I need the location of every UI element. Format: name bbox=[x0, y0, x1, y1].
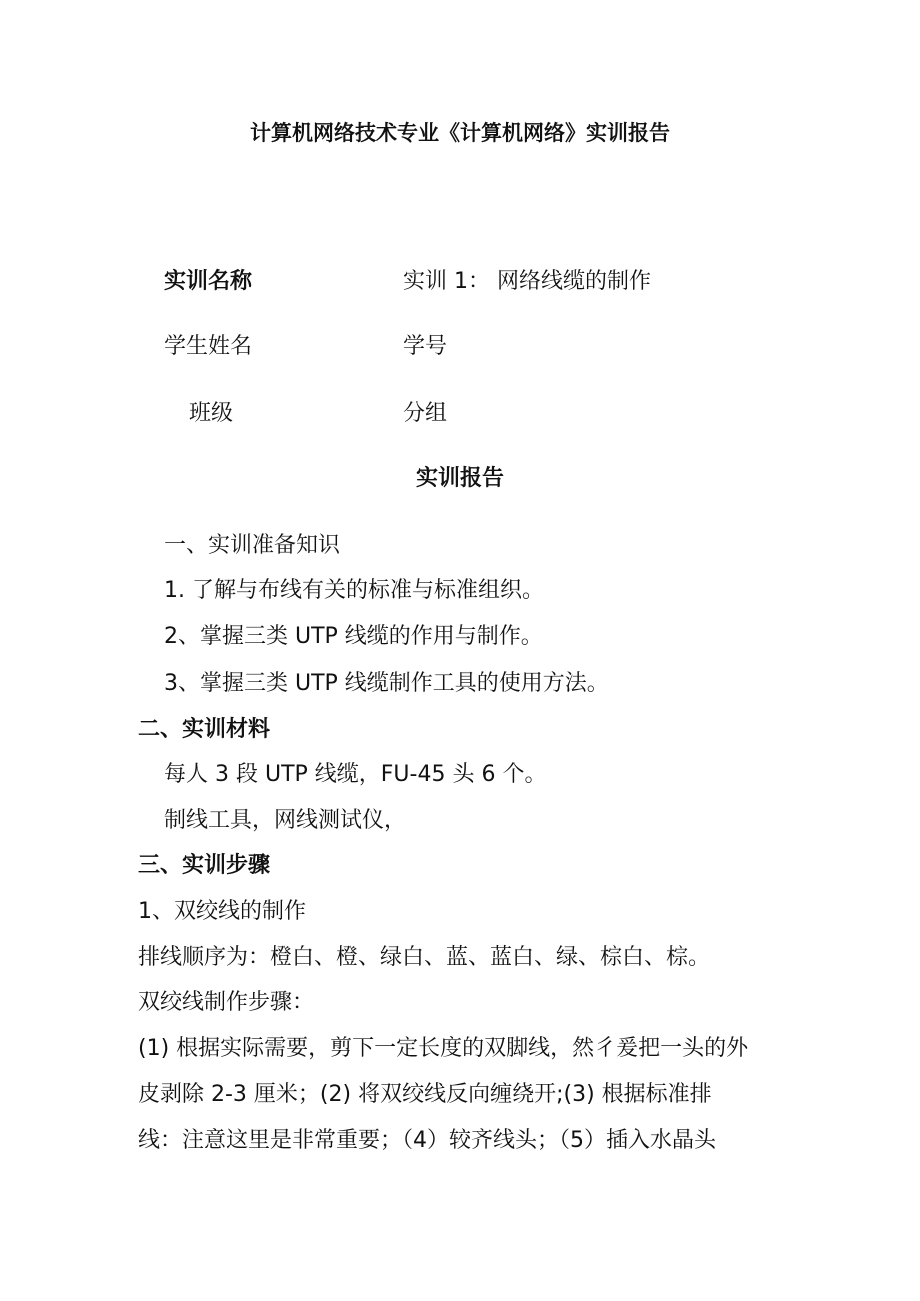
report-heading: 实训报告 bbox=[415, 466, 504, 491]
section2-line: 制线工具，网线测试仪， bbox=[164, 808, 407, 833]
section2-line: 每人 3 段 UTP 线缆，FU-45 头 6 个。 bbox=[164, 762, 547, 787]
section1-item: 2、掌握三类 UTP 线缆的作用与制作。 bbox=[164, 624, 543, 649]
steps-paragraph-line: 皮剥除 2-3 厘米；(2) 将双绞线反向缠绕开;(3) 根据标准排 bbox=[138, 1082, 712, 1107]
training-name-label: 实训名称 bbox=[164, 269, 253, 294]
student-name-label: 学生姓名 bbox=[164, 334, 253, 359]
section3-heading: 三、实训步骤 bbox=[138, 853, 271, 878]
steps-title: 双绞线制作步骤： bbox=[138, 990, 315, 1015]
class-label: 班级 bbox=[189, 401, 234, 426]
section1-item: 3、掌握三类 UTP 线缆制作工具的使用方法。 bbox=[164, 671, 609, 696]
training-name-value: 实训 1： 网络线缆的制作 bbox=[403, 269, 651, 294]
steps-paragraph-line: 线：注意这里是非常重要；（4）较齐线头；（5）插入水晶头 bbox=[138, 1128, 716, 1153]
section2-heading: 二、实训材料 bbox=[138, 717, 271, 742]
document-title: 计算机网络技术专业《计算机网络》实训报告 bbox=[250, 121, 670, 145]
group-label: 分组 bbox=[403, 401, 448, 426]
section1-item: 1. 了解与布线有关的标准与标准组织。 bbox=[164, 578, 544, 603]
steps-paragraph-line: (1) 根据实际需要，剪下一定长度的双脚线，然彳爰把一头的外 bbox=[138, 1036, 749, 1061]
section3-subheading: 1、双绞线的制作 bbox=[138, 899, 306, 924]
wire-order-line: 排线顺序为：橙白、橙、绿白、蓝、蓝白、绿、棕白、棕。 bbox=[138, 945, 711, 970]
student-id-label: 学号 bbox=[403, 334, 448, 359]
section1-heading: 一、实训准备知识 bbox=[164, 533, 341, 558]
